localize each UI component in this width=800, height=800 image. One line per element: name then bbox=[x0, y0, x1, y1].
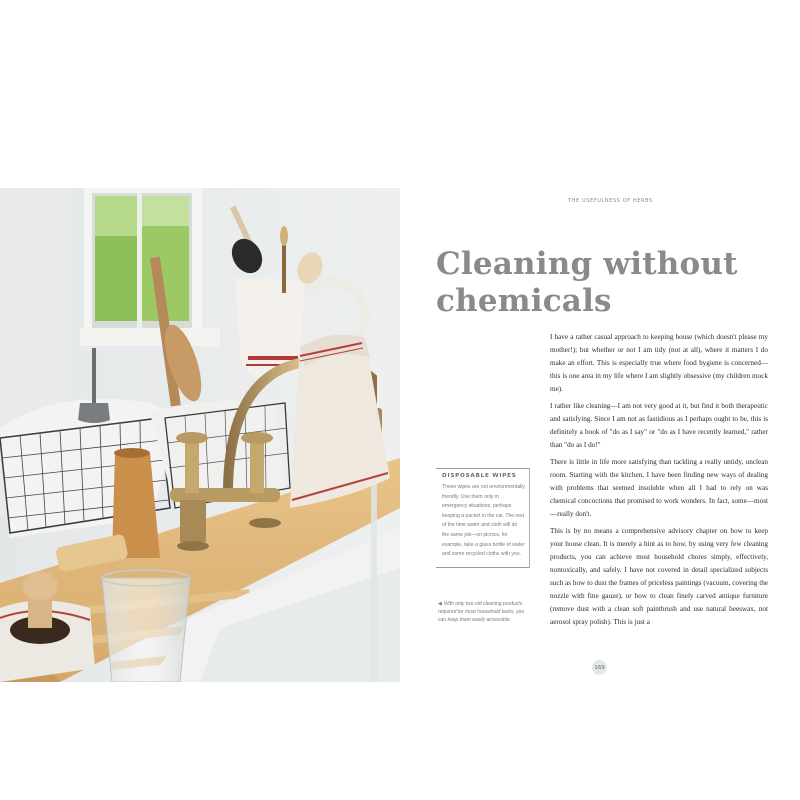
sidebar-heading: DISPOSABLE WIPES bbox=[442, 473, 517, 479]
body-paragraph: I have a rather casual approach to keeping house (which doesn't please my mother!); but whether or not I am tidy (not at all), where it matters I do make an effort. This is especially true where food hygiene is concerned—this is one area in my life where I am slightly obsessive (my children mock me). bbox=[550, 333, 768, 393]
window bbox=[80, 188, 220, 346]
body-paragraph: There is little in life more satisfying than tackling a really untidy, unclean room. Starting with the kitchen, I have been finding new ways of dealing with problems that seemed insoluble when all I had to rely on was chemical concoctions that promised to work wonders. In fact, some—most—really don't. bbox=[550, 458, 768, 518]
running-head: THE USEFULNESS OF HERBS bbox=[568, 198, 653, 204]
kitchen-sink-photo bbox=[0, 188, 400, 682]
body-paragraph: I rather like cleaning—I am not very good at it, but find it both therapeutic and satisfying. Since I am not as fastidious as I perhaps ought to be, this is definitely a book of "do as I say" or "do as I have recently learned," rather than "do as I do!" bbox=[550, 402, 768, 449]
page-title bbox=[436, 246, 776, 320]
title-line-2: chemicals bbox=[436, 283, 612, 319]
sidebar-text: These wipes are not environmentally friendly. Use them only in emergency situations, perhaps keeping a packet in the car. The rest of the time water and cloth will do the same job—on picnics, for example, take a glass bottle of water and some recycled cloths with you. bbox=[442, 484, 525, 558]
body-text bbox=[550, 331, 768, 633]
body-paragraph: This is by no means a comprehensive advisory chapter on how to keep your house clean. It is merely a hint as to how, by using very few cleaning products, you can achieve most household chores simply, effectively, nontoxically, and safely. I have not covered in detail specialized subjects such as how to dust the frames of priceless paintings (vacuum, covering the nozzle with fine gauze), or how to clean finely carved antique furniture (remove dust with a clean soft paintbrush and use natural beeswax, not aerosol spray polish). This is just a bbox=[550, 527, 768, 626]
glass-tumbler bbox=[102, 570, 190, 682]
caption-text: With only two old cleaning products required for most household tasks, you can keep them easily accessible. bbox=[438, 601, 525, 623]
photo-caption bbox=[438, 600, 530, 624]
page-number: 169 bbox=[592, 660, 607, 675]
caption-arrow-icon: ◀ bbox=[438, 601, 442, 607]
sidebar-box bbox=[436, 468, 530, 568]
title-line-1: Cleaning without bbox=[436, 246, 738, 282]
